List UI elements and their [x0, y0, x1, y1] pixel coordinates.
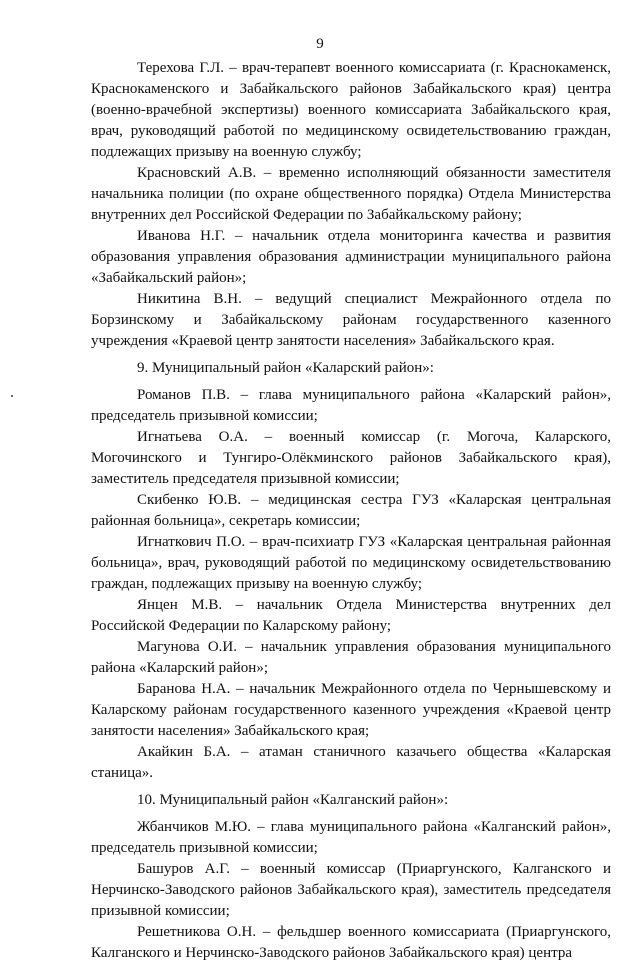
paragraph-akaykin: Акайкин Б.А. – атаман станичного казачьего общества «Каларская станица».: [91, 744, 611, 781]
section-heading-kalgansky: 10. Муниципальный район «Калганский район»:: [137, 792, 449, 808]
paragraph-ignatieva: Игнатьева О.А. – военный комиссар (г. Могоча, Каларского, Могочинского и Тунгиро-Олёкминского районов Забайкальского края), заместитель председателя призывной комиссии;: [91, 429, 611, 487]
paragraph-ignatkovich: Игнаткович П.О. – врач-психиатр ГУЗ «Каларская центральная районная больница», врач, руководящий работой по медицинскому освидетельствованию граждан, подлежащих призыву на военную службу;: [91, 534, 611, 592]
margin-mark: [11, 395, 13, 397]
document-body: [91, 58, 611, 964]
paragraph-reshetnikova: Решетникова О.Н. – фельдшер военного комиссариата (Приаргунского, Калганского и Нерчинско-Заводского районов Забайкальского края) центра: [91, 924, 611, 961]
page-number: 9: [316, 36, 324, 52]
section-heading-kalarsky: 9. Муниципальный район «Каларский район»:: [137, 360, 434, 376]
paragraph-skibenko: Скибенко Ю.В. – медицинская сестра ГУЗ «Каларская центральная районная больница», секретарь комиссии;: [91, 492, 611, 529]
paragraph-bashurov: Башуров А.Г. – военный комиссар (Приаргунского, Калганского и Нерчинско-Заводского районов Забайкальского края), заместитель председателя призывной комиссии;: [91, 861, 611, 919]
paragraph-zhbanchikov: Жбанчиков М.Ю. – глава муниципального района «Калганский район», председатель призывной комиссии;: [91, 819, 611, 856]
paragraph-yantsen: Янцен М.В. – начальник Отдела Министерства внутренних дел Российской Федерации по Каларскому району;: [91, 597, 611, 634]
paragraph-romanov: Романов П.В. – глава муниципального района «Каларский район», председатель призывной комиссии;: [91, 387, 611, 424]
paragraph-krasnovsky: Красновский А.В. – временно исполняющий обязанности заместителя начальника полиции (по охране общественного порядка) Отдела Министерства внутренних дел Российской Федерации по Забайкальскому району;: [91, 165, 611, 223]
paragraph-ivanova: Иванова Н.Г. – начальник отдела мониторинга качества и развития образования управления образования администрации муниципального района «Забайкальский район»;: [91, 228, 611, 286]
paragraph-nikitina: Никитина В.Н. – ведущий специалист Межрайонного отдела по Борзинскому и Забайкальскому районам государственного казенного учреждения «Краевой центр занятости населения» Забайкальского края.: [91, 291, 611, 349]
paragraph-baranova: Баранова Н.А. – начальник Межрайонного отдела по Чернышевскому и Каларскому районам государственного казенного учреждения «Краевой центр занятости населения» Забайкальского края;: [91, 681, 611, 739]
paragraph-tereh: Терехова Г.Л. – врач-терапевт военного комиссариата (г. Краснокаменск, Краснокаменского и Забайкальского районов Забайкальского края) центра (военно-врачебной экспертизы) военного комиссариата Забайкальского края, врач, руководящий работой по медицинскому освидетельствованию граждан, подлежащих призыву на военную службу;: [91, 60, 611, 160]
paragraph-magunova: Магунова О.И. – начальник управления образования муниципального района «Каларский район»;: [91, 639, 611, 676]
